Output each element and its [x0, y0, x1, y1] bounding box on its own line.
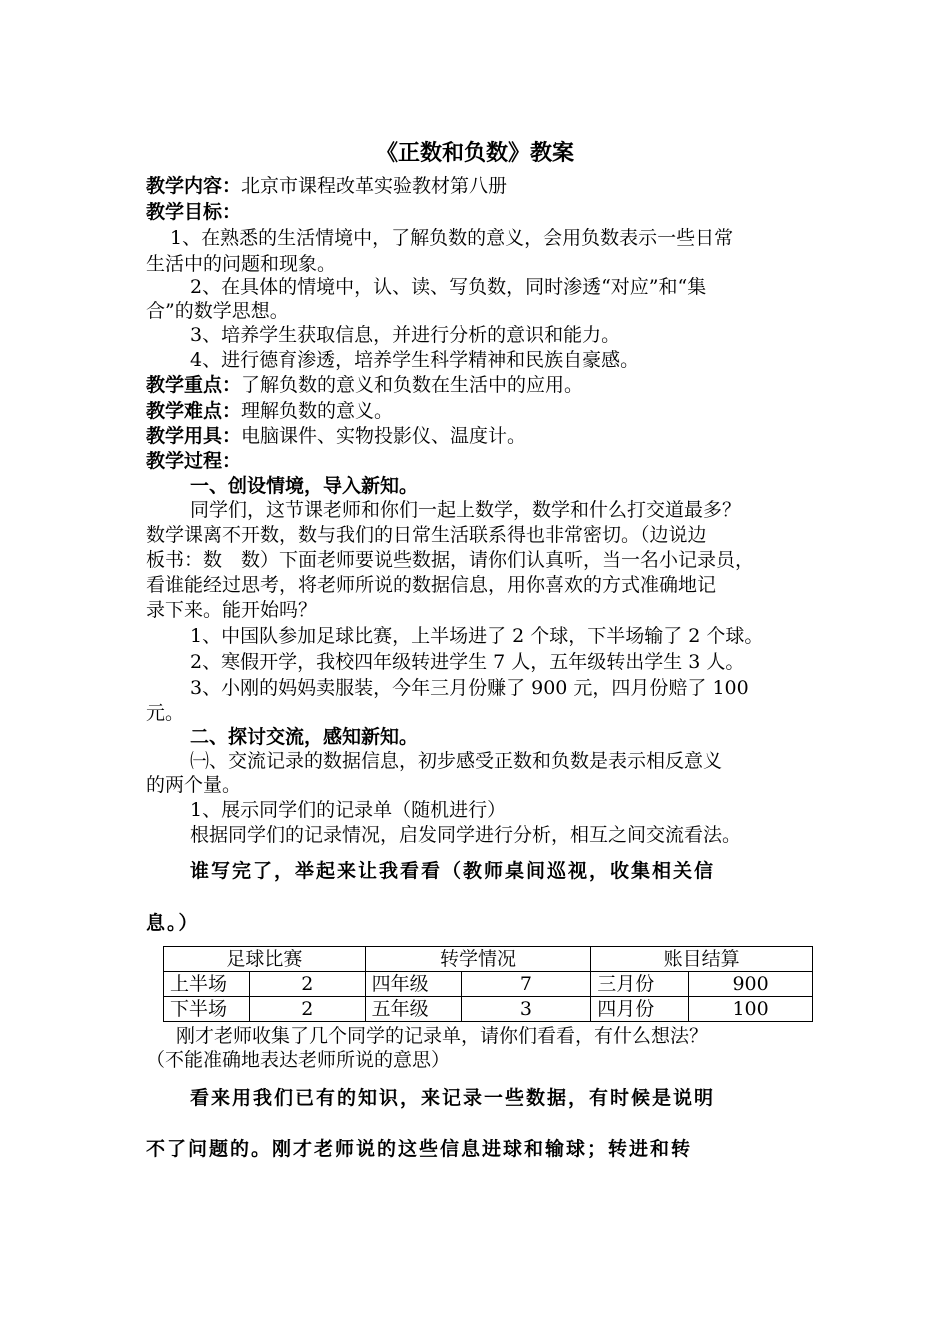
difficulty-label: 教学难点： — [146, 400, 242, 422]
exchange-line-2: 的两个量。 — [146, 774, 242, 796]
table-cell: 2 — [249, 972, 365, 997]
teaching-goals-label: 教学目标： — [146, 201, 242, 223]
section-2-heading: 二、探讨交流，感知新知。 — [190, 726, 419, 748]
example-2: 2、寒假开学，我校四年级转进学生 7 人，五年级转出学生 3 人。 — [190, 651, 745, 673]
paragraph-line-3: 板书：数 数）下面老师要说些数据，请你们认真听，当一名小记录员， — [146, 549, 755, 571]
exchange-line-1: ㈠、交流记录的数据信息，初步感受正数和负数是表示相反意义 — [190, 750, 723, 772]
page-title: 《正数和负数》教案 — [375, 141, 574, 166]
paragraph-line-1: 同学们，这节课老师和你们一起上数学，数学和什么打交道最多？ — [190, 499, 742, 521]
key-point-label: 教学重点： — [146, 374, 242, 396]
key-point — [146, 372, 583, 398]
exchange-line-4: 根据同学们的记录情况，启发同学进行分析，相互之间交流看法。 — [190, 824, 742, 846]
difficulty-text: 理解负数的意义。 — [241, 400, 394, 422]
handwritten-line-4: 不了问题的。刚才老师说的这些信息进球和输球；转进和转 — [146, 1138, 693, 1160]
exchange-line-3: 1、展示同学们的记录单（随机进行） — [190, 799, 507, 821]
tools-text: 电脑课件、实物投影仪、温度计。 — [241, 425, 527, 447]
table-cell: 100 — [689, 997, 813, 1022]
teaching-content-label: 教学内容： — [146, 175, 242, 197]
teaching-content-text: 北京市课程改革实验教材第八册 — [241, 175, 508, 197]
tools-label: 教学用具： — [146, 425, 242, 447]
table-cell: 五年级 — [365, 997, 461, 1022]
record-table — [163, 946, 813, 1022]
paragraph-line-4: 看谁能经过思考，将老师所说的数据信息，用你喜欢的方式准确地记 — [146, 574, 717, 596]
table-cell: 2 — [249, 997, 365, 1022]
goal-2-line-1: 2、在具体的情境中，认、读、写负数，同时渗透“对应”和“集 — [190, 276, 707, 298]
table-header-cell: 足球比赛 — [164, 947, 366, 972]
paragraph-line-5: 录下来。能开始吗？ — [146, 599, 318, 621]
handwritten-line-3: 看来用我们已有的知识，来记录一些数据，有时候是说明 — [190, 1087, 716, 1109]
table-header-row — [164, 947, 813, 972]
teaching-content — [146, 173, 507, 199]
difficulty — [146, 398, 393, 424]
table-cell: 7 — [461, 972, 591, 997]
example-1: 1、中国队参加足球比赛，上半场进了 2 个球，下半场输了 2 个球。 — [190, 625, 764, 647]
table-cell: 四月份 — [591, 997, 689, 1022]
key-point-text: 了解负数的意义和负数在生活中的应用。 — [241, 374, 584, 396]
table-cell: 四年级 — [365, 972, 461, 997]
goal-3: 3、培养学生获取信息，并进行分析的意识和能力。 — [190, 324, 621, 346]
goal-1-line-1: 1、在熟悉的生活情境中，了解负数的意义，会用负数表示一些日常 — [170, 227, 734, 249]
process-label: 教学过程： — [146, 450, 242, 472]
goal-1-line-2: 生活中的问题和现象。 — [146, 253, 337, 275]
table-row — [164, 997, 813, 1022]
table-cell: 900 — [689, 972, 813, 997]
goal-4: 4、进行德育渗透，培养学生科学精神和民族自豪感。 — [190, 349, 640, 371]
handwritten-line-2: 息。） — [146, 912, 200, 934]
table-cell: 三月份 — [591, 972, 689, 997]
table-cell: 下半场 — [164, 997, 250, 1022]
goal-2-line-2: 合”的数学思想。 — [146, 300, 289, 322]
after-table-line-1: 刚才老师收集了几个同学的记录单，请你们看看，有什么想法？ — [176, 1025, 709, 1047]
handwritten-line-1: 谁写完了，举起来让我看看（教师桌间巡视，收集相关信 — [190, 860, 716, 882]
table-cell: 上半场 — [164, 972, 250, 997]
after-table-line-2: （不能准确地表达老师所说的意思） — [146, 1049, 451, 1071]
table-row — [164, 972, 813, 997]
paragraph-line-2: 数学课离不开数，数与我们的日常生活联系得也非常密切。（边说边 — [146, 524, 707, 546]
tools — [146, 423, 526, 449]
table-cell: 3 — [461, 997, 591, 1022]
example-3-line-2: 元。 — [146, 702, 185, 724]
example-3-line-1: 3、小刚的妈妈卖服装，今年三月份赚了 900 元，四月份赔了 100 — [190, 677, 749, 699]
table-header-cell: 转学情况 — [365, 947, 591, 972]
section-1-heading: 一、创设情境，导入新知。 — [190, 475, 419, 497]
table-header-cell: 账目结算 — [591, 947, 813, 972]
